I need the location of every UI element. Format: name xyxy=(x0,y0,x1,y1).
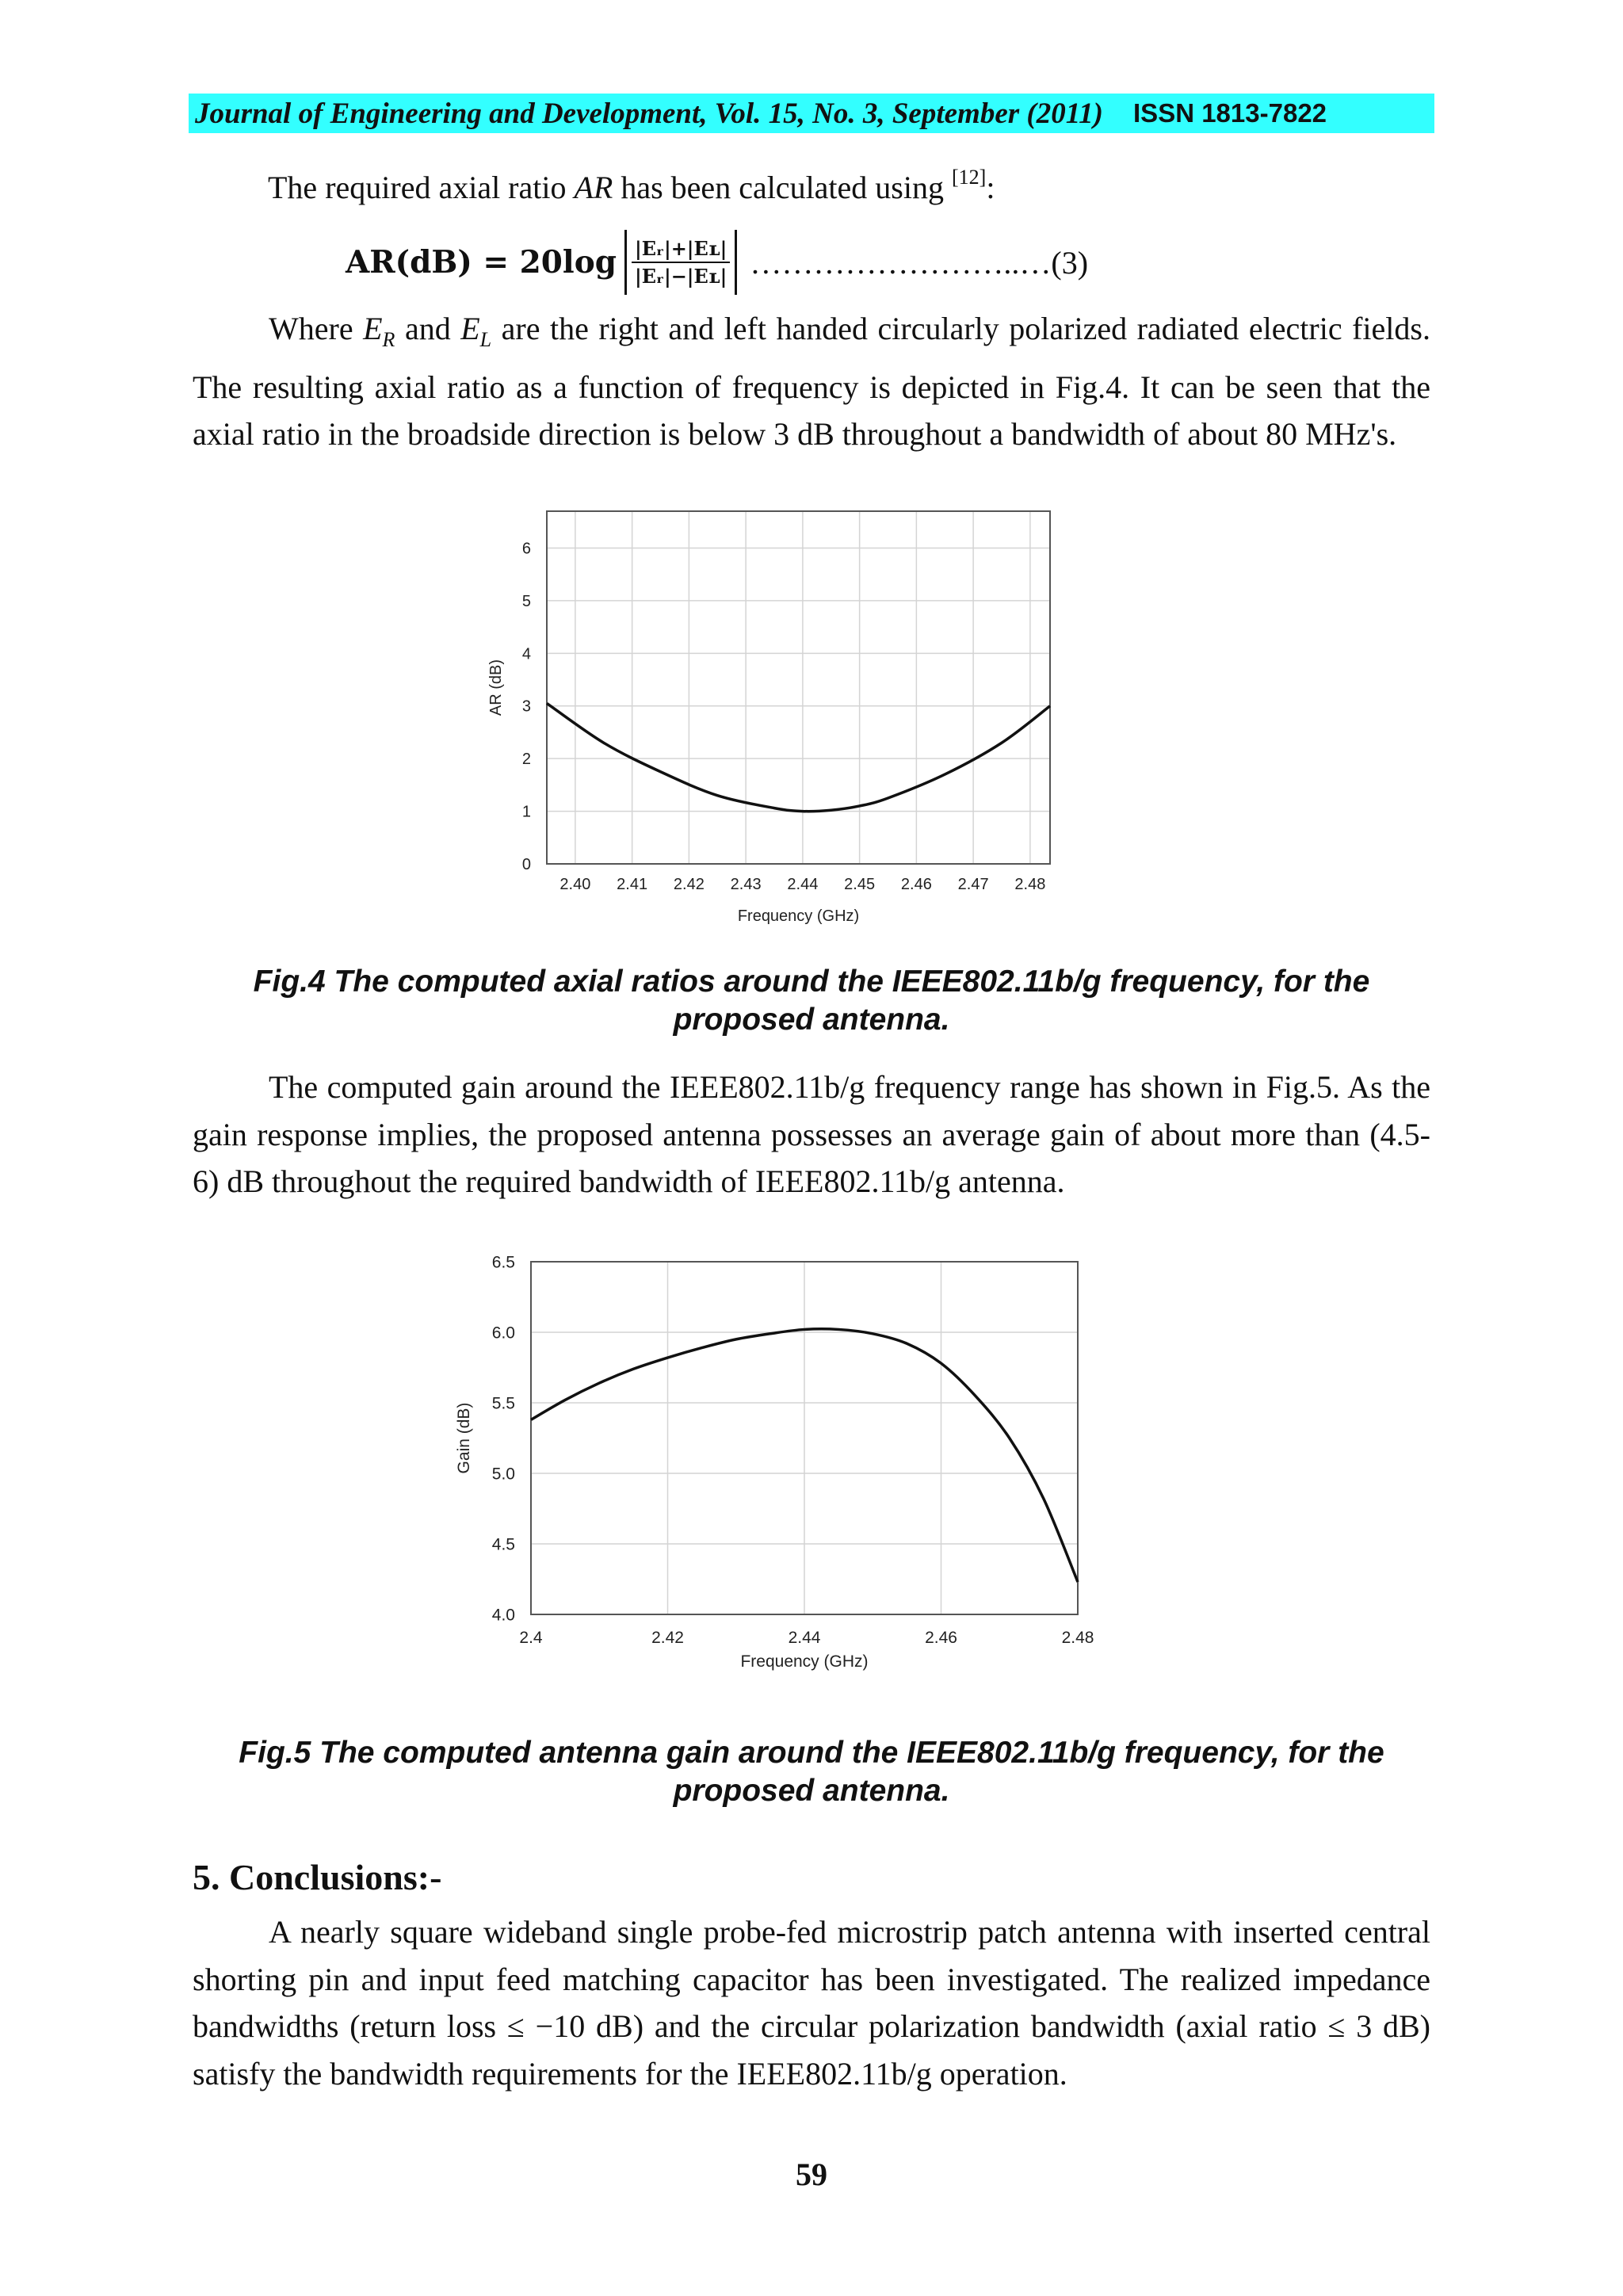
x-tick-label: 2.46 xyxy=(900,876,932,893)
journal-header xyxy=(189,94,1434,133)
y-axis-label: Gain (dB) xyxy=(455,1402,473,1474)
x-tick-label: 2.42 xyxy=(651,1629,684,1647)
gain-chart xyxy=(444,1244,1109,1688)
intro-colon: : xyxy=(986,170,995,205)
y-tick-label: 1 xyxy=(521,803,531,821)
y-tick-label: 2 xyxy=(521,751,531,769)
x-axis-label: Frequency (GHz) xyxy=(737,907,860,925)
x-tick-label: 2.43 xyxy=(730,876,762,893)
x-tick-label: 2.46 xyxy=(925,1629,957,1647)
y-tick-label: 3 xyxy=(521,697,531,716)
x-axis-label: Frequency (GHz) xyxy=(740,1652,869,1671)
x-tick-label: 2.47 xyxy=(957,876,989,893)
x-tick-label: 2.4 xyxy=(519,1629,543,1647)
x-tick-label: 2.48 xyxy=(1014,876,1046,893)
conclusions-paragraph: A nearly square wideband single probe-fed microstrip patch antenna with inserted central shorting pin and input feed matching capacitor has been investigated. The realized impedance bandwidths (return loss ≤ −10 dB) and the circular polarization bandwidth (axial ratio ≤ 3 dB) satisfy the bandwidth requirements for the IEEE802.11b/g operation. xyxy=(193,1914,1430,2092)
equation-denominator: |Eᵣ|−|Eʟ| xyxy=(635,265,727,288)
y-tick-label: 6.0 xyxy=(491,1324,515,1343)
equation-numerator: |Eᵣ|+|Eʟ| xyxy=(632,237,730,263)
journal-title: Journal of Engineering and Development, Vol. 15, No. 3, September (2011) xyxy=(195,97,1104,130)
x-tick-label: 2.41 xyxy=(617,876,648,893)
y-tick-label: 4.0 xyxy=(491,1606,515,1625)
citation-ref: [12] xyxy=(951,166,987,189)
x-tick-label: 2.44 xyxy=(788,1629,821,1647)
symbol-er-sub: R xyxy=(382,328,395,351)
intro-text-after: has been calculated using xyxy=(613,170,952,205)
symbol-er: E xyxy=(363,311,383,346)
equation-lhs: AR(dB) = 20log xyxy=(346,244,617,281)
equation-3 xyxy=(346,227,1088,298)
fig4-caption: Fig.4 The computed axial ratios around the IEEE802.11b/g frequency, for the proposed antenna. xyxy=(253,965,1370,1037)
y-tick-label: 6.5 xyxy=(491,1253,515,1272)
y-tick-label: 5.5 xyxy=(491,1394,515,1413)
symbol-el: E xyxy=(460,311,480,346)
y-tick-label: 0 xyxy=(521,856,531,873)
x-tick-label: 2.48 xyxy=(1061,1629,1094,1647)
y-tick-label: 6 xyxy=(521,540,531,558)
y-tick-label: 4 xyxy=(521,645,531,663)
issn-label: ISSN 1813-7822 xyxy=(1133,98,1327,128)
axial-ratio-chart xyxy=(475,499,1078,943)
paragraph-gain: The computed gain around the IEEE802.11b/g frequency range has shown in Fig.5. As the gain response implies, the proposed antenna possesses an average gain of about more than (4.5-6) dB throughout the required bandwidth of IEEE802.11b/g antenna. xyxy=(193,1069,1430,1199)
abs-bar-right xyxy=(735,230,737,295)
equation-abs xyxy=(624,230,737,295)
para1-and: and xyxy=(395,311,461,346)
page-number: 59 xyxy=(796,2157,827,2192)
y-tick-label: 5.0 xyxy=(491,1465,515,1484)
y-tick-label: 4.5 xyxy=(491,1535,515,1554)
intro-text: The required axial ratio xyxy=(268,170,575,205)
abs-bar-left xyxy=(624,230,627,295)
x-tick-label: 2.42 xyxy=(673,876,705,893)
para1-rest: are the right and left handed circularly polarized radiated electric fields. The resulting axial ratio as a function of frequency is depicted in Fig.4. It can be seen that the axial ratio in the broadside direction is below 3 dB throughout a bandwidth of about 80 MHz's. xyxy=(193,311,1430,452)
intro-italic: AR xyxy=(574,170,613,205)
paragraph-axial-ratio xyxy=(193,305,1430,458)
fig5-caption: Fig.5 The computed antenna gain around the IEEE802.11b/g frequency, for the proposed antenna. xyxy=(239,1736,1384,1808)
symbol-el-sub: L xyxy=(479,328,492,351)
x-tick-label: 2.44 xyxy=(787,876,819,893)
x-tick-label: 2.45 xyxy=(844,876,876,893)
y-tick-label: 5 xyxy=(521,592,531,610)
x-tick-label: 2.40 xyxy=(559,876,591,893)
equation-number: ……………………..…(3) xyxy=(750,244,1089,281)
conclusions-heading: 5. Conclusions:- xyxy=(193,1857,442,1897)
para1-start: Where xyxy=(269,311,364,346)
y-axis-label: AR (dB) xyxy=(487,659,505,716)
intro-line xyxy=(268,154,995,212)
equation-fraction xyxy=(632,237,730,288)
